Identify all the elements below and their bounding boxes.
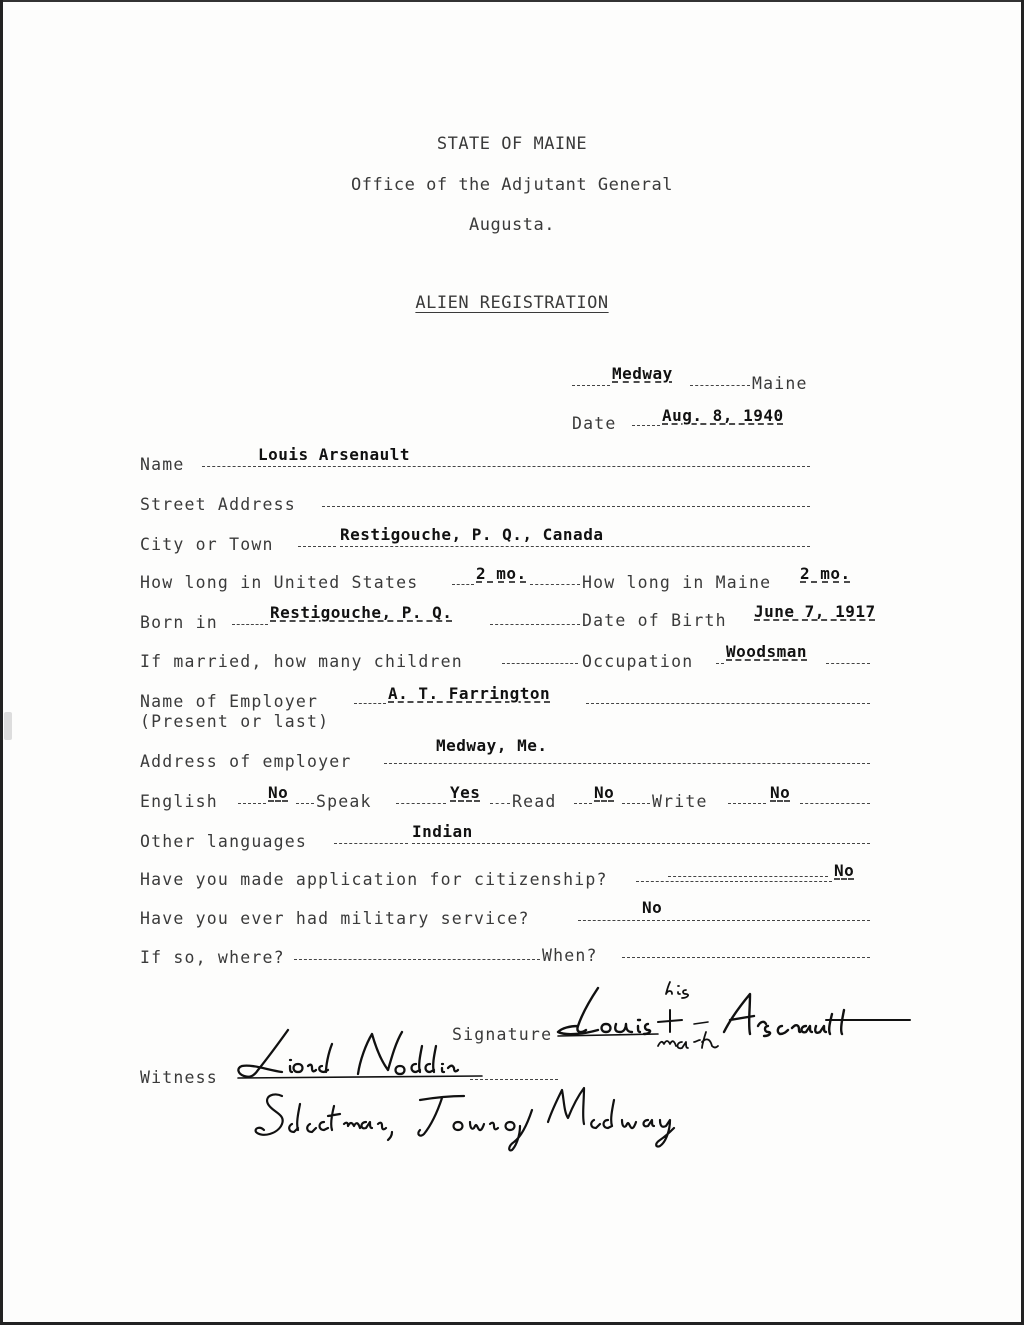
street-label: Street Address	[140, 495, 296, 514]
employer-address-value: Medway, Me.	[436, 736, 548, 755]
read-value: No	[594, 783, 615, 802]
occupation-trailer	[826, 663, 870, 664]
children-label: If married, how many children	[140, 652, 463, 671]
place-leader	[572, 385, 610, 386]
scan-smudge	[4, 712, 12, 740]
other-languages-leader	[334, 843, 408, 844]
occupation-label: Occupation	[582, 652, 694, 671]
city-label: City or Town	[140, 535, 274, 554]
header-state: STATE OF MAINE	[436, 134, 588, 154]
write-leader	[728, 803, 766, 804]
scan-border-top	[0, 0, 1024, 2]
name-label: Name	[140, 455, 185, 474]
witness-label: Witness	[140, 1068, 218, 1087]
employer-line	[586, 703, 870, 704]
employer-value: A. T. Farrington	[388, 684, 551, 703]
military-value: No	[642, 898, 663, 917]
children-line	[502, 663, 578, 664]
employer-sublabel: (Present or last)	[140, 712, 330, 731]
citizenship-value: No	[834, 861, 855, 880]
where-line	[294, 959, 540, 960]
witness-signature-handwritten	[232, 1026, 492, 1086]
read-trailer	[622, 803, 650, 804]
date-label: Date	[572, 414, 617, 433]
citizenship-line	[636, 881, 832, 882]
how-long-us-value: 2 mo.	[476, 564, 527, 583]
english-leader	[238, 803, 266, 804]
citizenship-label: Have you made application for citizenship?	[140, 870, 608, 889]
employer-label: Name of Employer	[140, 692, 319, 711]
date-of-birth-value: June 7, 1917	[754, 602, 876, 621]
place-trailer	[690, 385, 750, 386]
name-leader	[202, 466, 256, 467]
occupation-leader	[716, 663, 724, 664]
employer-leader	[354, 703, 386, 704]
when-label: When?	[542, 946, 598, 965]
other-languages-line	[412, 843, 870, 844]
city-leader	[298, 546, 336, 547]
date-of-birth-label: Date of Birth	[582, 611, 727, 630]
city-value: Restigouche, P. Q., Canada	[340, 525, 604, 544]
witness-title-handwritten	[252, 1082, 702, 1162]
write-trailer	[800, 803, 870, 804]
scan-border-left	[0, 0, 3, 1325]
header-city: Augusta.	[469, 215, 555, 235]
employer-address-label: Address of employer	[140, 752, 352, 771]
header-office: Office of the Adjutant General	[350, 175, 674, 195]
military-line	[642, 920, 870, 921]
place-suffix: Maine	[752, 374, 808, 393]
born-in-label: Born in	[140, 613, 218, 632]
english-trailer	[296, 803, 314, 804]
read-leader	[574, 803, 592, 804]
occupation-value: Woodsman	[726, 642, 808, 661]
document-title-text: ALIEN REGISTRATION	[415, 293, 609, 313]
born-in-value: Restigouche, P. Q.	[270, 603, 453, 622]
speak-trailer	[490, 803, 510, 804]
when-line	[622, 957, 870, 958]
write-label: Write	[652, 792, 708, 811]
citizenship-line-upper	[668, 876, 828, 877]
city-line	[340, 546, 810, 547]
military-label: Have you ever had military service?	[140, 909, 530, 928]
speak-leader	[396, 803, 446, 804]
how-long-maine-value: 2 mo.	[800, 564, 851, 583]
how-long-us-label: How long in United States	[140, 573, 419, 592]
employer-address-line	[384, 763, 870, 764]
born-in-trailer	[490, 624, 580, 625]
where-label: If so, where?	[140, 948, 285, 967]
place-value: Medway	[612, 364, 673, 383]
how-long-us-trailer	[530, 584, 580, 585]
how-long-maine-label: How long in Maine	[582, 573, 772, 592]
other-languages-label: Other languages	[140, 832, 308, 851]
write-value: No	[770, 783, 791, 802]
other-languages-value: Indian	[412, 822, 473, 841]
name-value: Louis Arsenault	[258, 445, 410, 464]
born-in-leader	[232, 624, 268, 625]
read-label: Read	[512, 792, 557, 811]
signature-handwritten	[554, 980, 914, 1070]
date-value: Aug. 8, 1940	[662, 406, 784, 425]
english-value: No	[268, 783, 289, 802]
how-long-us-leader	[452, 584, 474, 585]
date-leader	[632, 425, 660, 426]
name-line	[258, 466, 810, 467]
speak-label: Speak	[316, 792, 372, 811]
speak-value: Yes	[450, 783, 481, 802]
signature-label: Signature	[452, 1025, 553, 1044]
english-label: English	[140, 792, 218, 811]
military-leader	[578, 920, 640, 921]
street-line	[322, 506, 810, 507]
document-title	[0, 293, 1024, 313]
